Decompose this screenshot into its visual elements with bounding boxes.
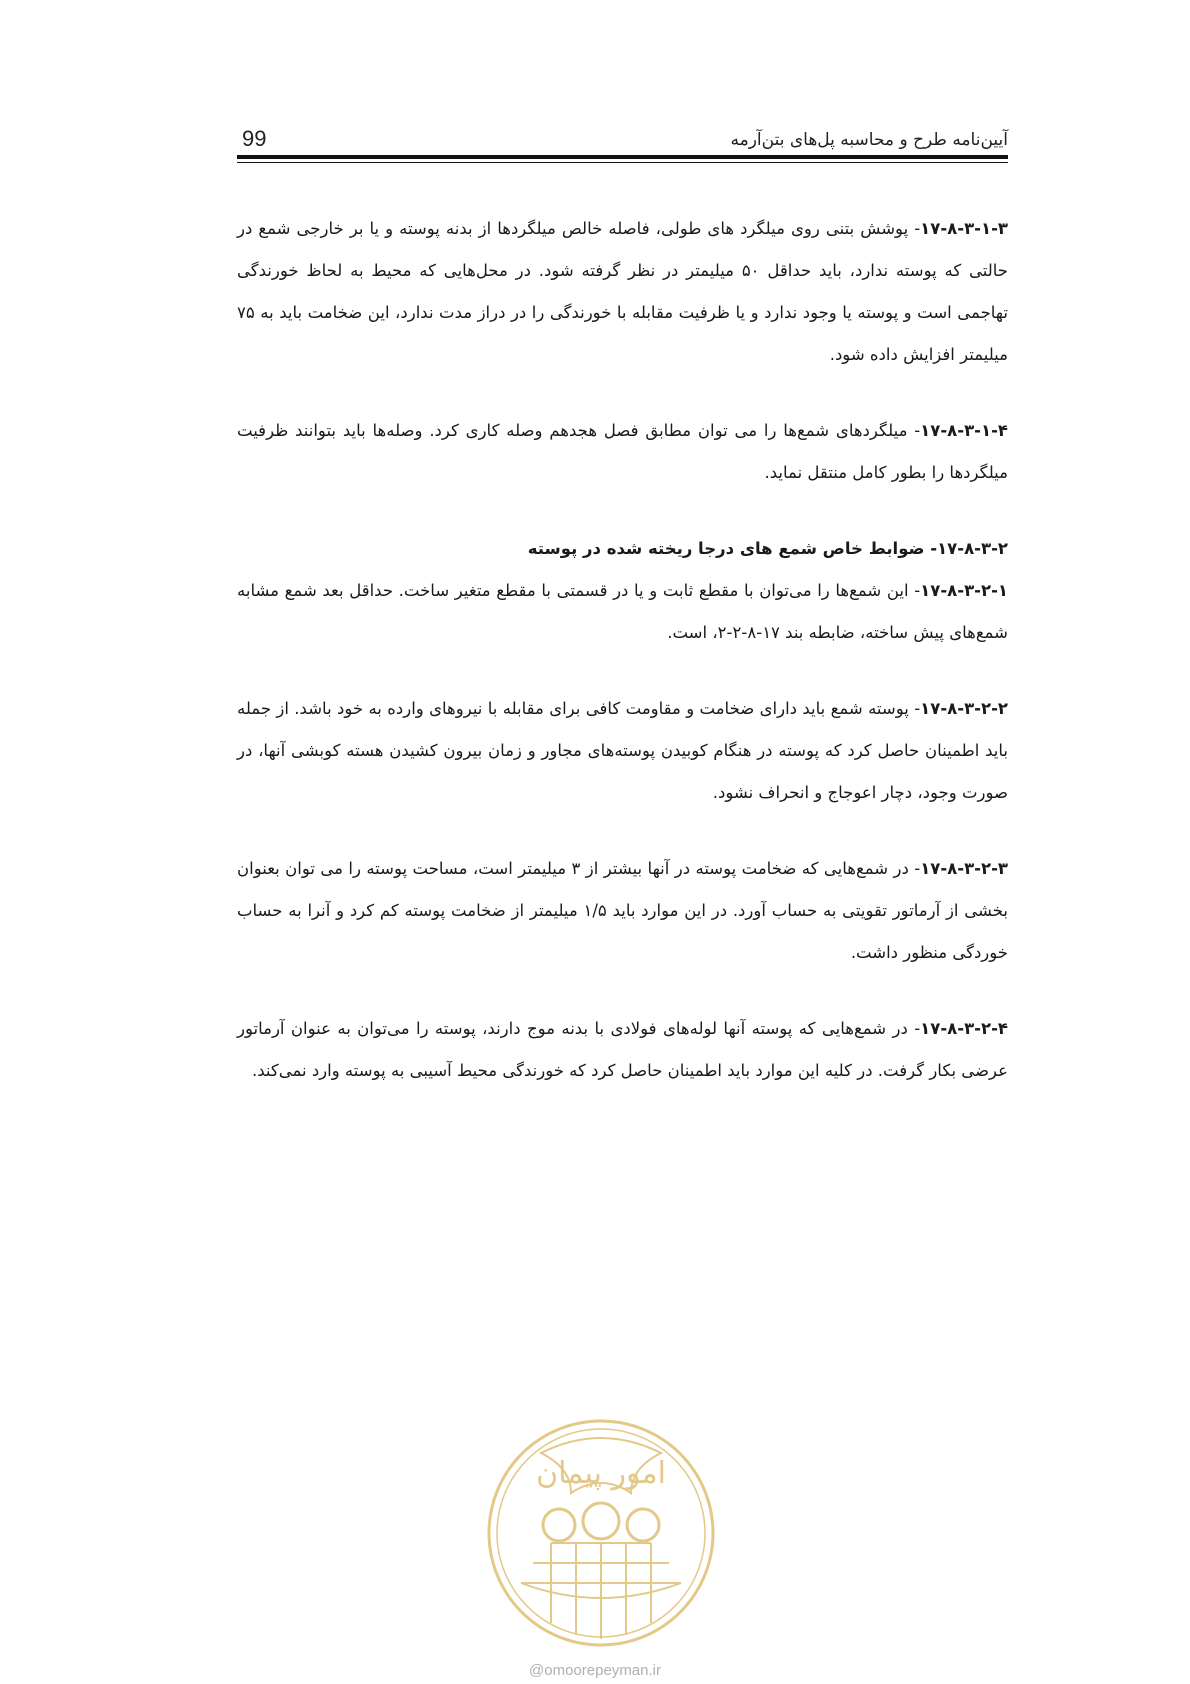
section-paragraph xyxy=(237,688,1008,814)
clause-number: ۱۷-۸-۳-۲-۱ xyxy=(920,581,1008,600)
watermark-site: @omoorepeyman.ir xyxy=(529,1662,661,1679)
clause-text: - پوشش بتنی روی میلگرد های طولی، فاصله خالص میلگردها از بدنه پوسته و یا بر خارجی شمع در حالتی که پوسته ندارد، باید حداقل ۵۰ میلیمتر در نظر گرفته شود. در محل‌هایی که محیط به لحاظ خورندگی تهاجمی است و پوسته یا وجود ندارد و یا ظرفیت مقابله با خورندگی را در دراز مدت ندارد، این ضخامت باید به ۷۵ میلیمتر افزایش داده شود. xyxy=(237,219,1008,364)
page-number: 99 xyxy=(242,126,267,151)
watermark-seal-icon xyxy=(481,1413,721,1653)
section-paragraph xyxy=(237,410,1008,494)
clause-text: - این شمع‌ها را می‌توان با مقطع ثابت و یا در قسمتی با مقطع متغیر ساخت. حداقل بعد شمع مشابه شمع‌های پیش ساخته، ضابطه بند ۱۷-۸-۲-۲، است. xyxy=(237,581,1008,642)
clause-number: ۱۷-۸-۳-۲-۴ xyxy=(920,1019,1008,1038)
section-paragraph xyxy=(237,1008,1008,1092)
seal-text: امور پیمان xyxy=(536,1456,666,1491)
clause-text: - در شمع‌هایی که ضخامت پوسته در آنها بیشتر از ۳ میلیمتر است، مساحت پوسته را می توان بعنوان بخشی از آرماتور تقویتی به حساب آورد. در این موارد باید ۱/۵ میلیمتر از ضخامت پوسته کم کرد و آنرا به حساب خوردگی منظور داشت. xyxy=(237,859,1009,962)
document-body xyxy=(237,208,1008,1126)
running-title: آیین‌نامه طرح و محاسبه پل‌های بتن‌آرمه xyxy=(730,130,1008,150)
section-paragraph xyxy=(237,848,1008,974)
clause-text: - در شمع‌هایی که پوسته آنها لوله‌های فولادی با بدنه موج دارند، پوسته را می‌توان به عنوان آرماتور عرضی بکار گرفت. در کلیه این موارد باید اطمینان حاصل کرد که خورندگی محیط آسیبی به پوسته وارد نمی‌کند. xyxy=(237,1019,1008,1080)
section-heading: ۱۷-۸-۳-۲- ضوابط خاص شمع های درجا ریخته شده در پوسته xyxy=(527,539,1008,558)
header-rule-thin xyxy=(237,162,1008,163)
clause-number: ۱۷-۸-۳-۲-۲ xyxy=(920,699,1008,718)
clause-number: ۱۷-۸-۳-۱-۴ xyxy=(920,421,1008,440)
clause-number: ۱۷-۸-۳-۱-۳ xyxy=(920,219,1008,238)
clause-number: ۱۷-۸-۳-۲-۳ xyxy=(920,859,1009,878)
header-rule-thick xyxy=(237,155,1008,159)
clause-text: - میلگردهای شمع‌ها را می توان مطابق فصل هجدهم وصله کاری کرد. وصله‌ها باید بتوانند ظرفیت میلگردها را بطور کامل منتقل نماید. xyxy=(237,421,1008,482)
section-paragraph xyxy=(237,208,1008,376)
clause-text: - پوسته شمع باید دارای ضخامت و مقاومت کافی برای مقابله با نیروهای وارده به خود باشد. از جمله باید اطمینان حاصل کرد که پوسته در هنگام کوبیدن پوسته‌های مجاور و زمان بیرون کشیدن هسته کوبشی آنها، در صورت وجود، دچار اعوجاج و انحراف نشود. xyxy=(237,699,1008,802)
section-paragraph xyxy=(237,570,1008,654)
